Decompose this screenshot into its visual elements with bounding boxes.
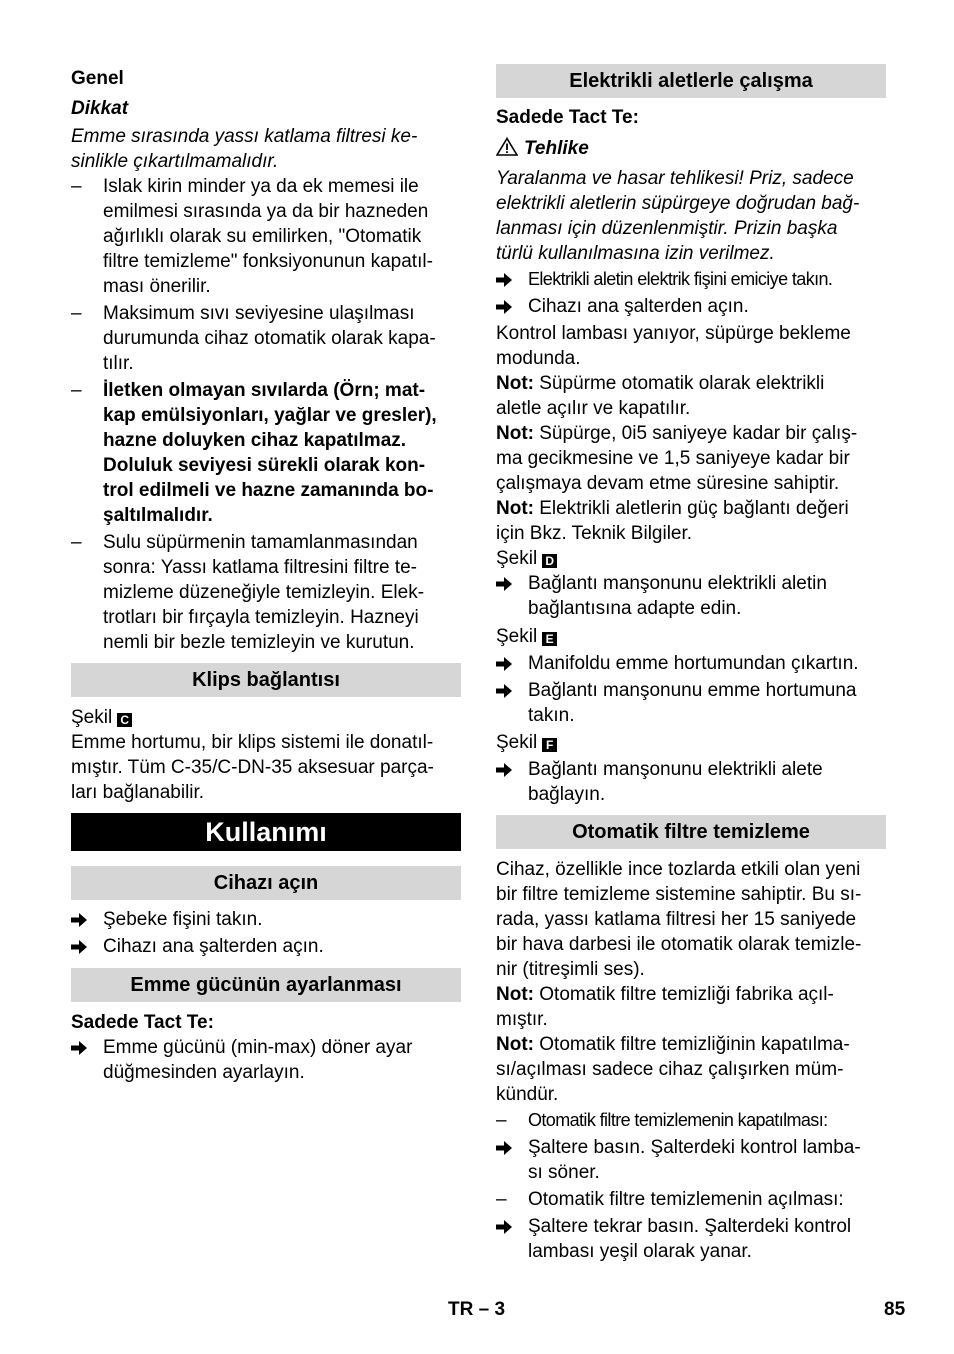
step-item: Emme gücünü (min-max) döner ayar düğmesinden ayarlayın. [71, 1035, 461, 1085]
figure-badge-e: E [542, 632, 557, 646]
step-item: Bağlantı manşonunu elektrikli alete bağlayın. [496, 757, 886, 807]
arrow-right-icon [496, 1135, 520, 1156]
list-item: – Islak kirin minder ya da ek memesi ile emilmesi sırasında ya da bir hazneden ağırlıklı olarak su emilirken, "Otomatik filtre temizleme" fonksiyonunun kapatıl- ması önerilir. [71, 176, 433, 297]
dikkat-label: Dikkat [71, 98, 129, 119]
step-item: Elektrikli aletin elektrik fişini emiciye takın. [496, 267, 886, 292]
left-column [71, 64, 461, 1085]
figure-badge-f: F [542, 738, 557, 752]
dash-marker: – [71, 303, 82, 324]
note: Not: Otomatik filtre temizliğinin kapatılma- sı/açılması sadece cihaz çalışırken müm- kündür. [496, 1034, 850, 1105]
list-item: – Sulu süpürmenin tamamlanmasından sonra: Yassı katlama filtresini filtre te- mizleme düzeneğiyle temizleyin. Elek- trotları bir fırçayla temizleyin. Hazneyi nemli bir bezle temizleyin ve kurutun. [71, 532, 425, 653]
warning-triangle-icon [496, 137, 518, 163]
step-item: Şaltere basın. Şalterdeki kontrol lamba- sı söner. [496, 1135, 886, 1185]
figure-badge-c: C [117, 713, 132, 727]
step-item: Bağlantı manşonunu elektrikli aletin bağlantısına adapte edin. [496, 571, 886, 621]
dash-marker: – [71, 532, 82, 553]
oto-text: Cihaz, özellikle ince tozlarda etkili olan yeni bir filtre temizleme sistemine sahiptir. Bu sı- rada, yassı katlama filtresi her 15 saniyede bir hava darbesi ile otomatik olarak temizle- nir (titreşimli ses). [496, 859, 862, 980]
dikkat-text: Emme sırasında yassı katlama filtresi ke- sinlikle çıkartılmamalıdır. [71, 126, 418, 172]
arrow-right-icon [496, 294, 520, 315]
dash-marker: – [71, 176, 82, 197]
page-number: 85 [884, 1299, 906, 1320]
step-item: Manifoldu emme hortumundan çıkartın. [496, 651, 886, 676]
step-item: Bağlantı manşonunu emme hortumuna takın. [496, 678, 886, 728]
elektrik-heading: Elektrikli aletlerle çalışma [496, 64, 886, 98]
figure-ref: Şekil E [496, 624, 886, 649]
list-item: – Maksimum sıvı seviyesine ulaşılması durumunda cihaz otomatik olarak kapa- tılır. [71, 303, 436, 374]
note: Not: Süpürme otomatik olarak elektrikli aletle açılır ve kapatılır. [496, 373, 825, 419]
klips-heading: Klips bağlantısı [71, 663, 461, 697]
footer-section-label: TR – 3 [448, 1299, 506, 1320]
figure-ref: Şekil C [71, 705, 461, 730]
arrow-right-icon [496, 1214, 520, 1235]
arrow-right-icon [71, 1035, 95, 1056]
right-column [496, 64, 886, 1264]
list-item: – Otomatik filtre temizlemenin açılması: [496, 1189, 844, 1210]
figure-ref: Şekil D [496, 546, 886, 571]
arrow-right-icon [496, 678, 520, 699]
dash-marker: – [71, 380, 82, 401]
arrow-right-icon [71, 934, 95, 955]
cihaz-heading: Cihazı açın [71, 866, 461, 900]
step-item: Cihazı ana şalterden açın. [71, 934, 461, 959]
note: Not: Elektrikli aletlerin güç bağlantı değeri için Bkz. Teknik Bilgiler. [496, 498, 849, 544]
arrow-right-icon [496, 571, 520, 592]
list-item-warning: – İletken olmayan sıvılarda (Örn; mat- kap emülsiyonları, yağlar ve gresler), hazne doluyken cihaz kapatılmaz. Doluluk seviyesi sürekli olarak kon- trol edilmeli ve hazne zamanında bo- şaltılmalıdır. [71, 380, 437, 526]
step-item: Cihazı ana şalterden açın. [496, 294, 886, 319]
kontrol-text: Kontrol lambası yanıyor, süpürge bekleme modunda. [496, 323, 851, 369]
figure-badge-d: D [542, 554, 557, 568]
arrow-right-icon [71, 907, 95, 928]
figure-ref: Şekil F [496, 730, 886, 755]
oto-heading: Otomatik filtre temizleme [496, 815, 886, 849]
emme-heading: Emme gücünün ayarlanması [71, 968, 461, 1002]
note: Not: Süpürge, 0i5 saniyeye kadar bir çalış- ma gecikmesine ve 1,5 saniyeye kadar bir çalışmaya devam etme süresine sahiptir. [496, 423, 858, 494]
tehlike-label: Tehlike [496, 136, 886, 163]
step-item: Şebeke fişini takın. [71, 907, 461, 932]
arrow-right-icon [496, 267, 520, 288]
genel-heading: Genel [71, 68, 124, 89]
sadede-label: Sadede Tact Te: [496, 107, 639, 128]
list-item: – Otomatik filtre temizlemenin kapatılması: [496, 1110, 828, 1131]
arrow-right-icon [496, 757, 520, 778]
arrow-right-icon [496, 651, 520, 672]
dash-marker: – [496, 1110, 507, 1131]
sadede-label: Sadede Tact Te: [71, 1012, 214, 1033]
step-item: Şaltere tekrar basın. Şalterdeki kontrol lambası yeşil olarak yanar. [496, 1214, 886, 1264]
kullanim-section-title: Kullanımı [71, 813, 461, 851]
tehlike-text: Yaralanma ve hasar tehlikesi! Priz, sadece elektrikli aletlerin süpürgeye doğrudan bağ- lanması için düzenlenmiştir. Prizin başka türlü kullanılmasına izin verilmez. [496, 168, 860, 264]
klips-text: Emme hortumu, bir klips sistemi ile donatıl- mıştır. Tüm C-35/C-DN-35 aksesuar parça- ları bağlanabilir. [71, 732, 434, 803]
dash-marker: – [496, 1189, 507, 1210]
note: Not: Otomatik filtre temizliği fabrika açıl- mıştır. [496, 984, 834, 1030]
